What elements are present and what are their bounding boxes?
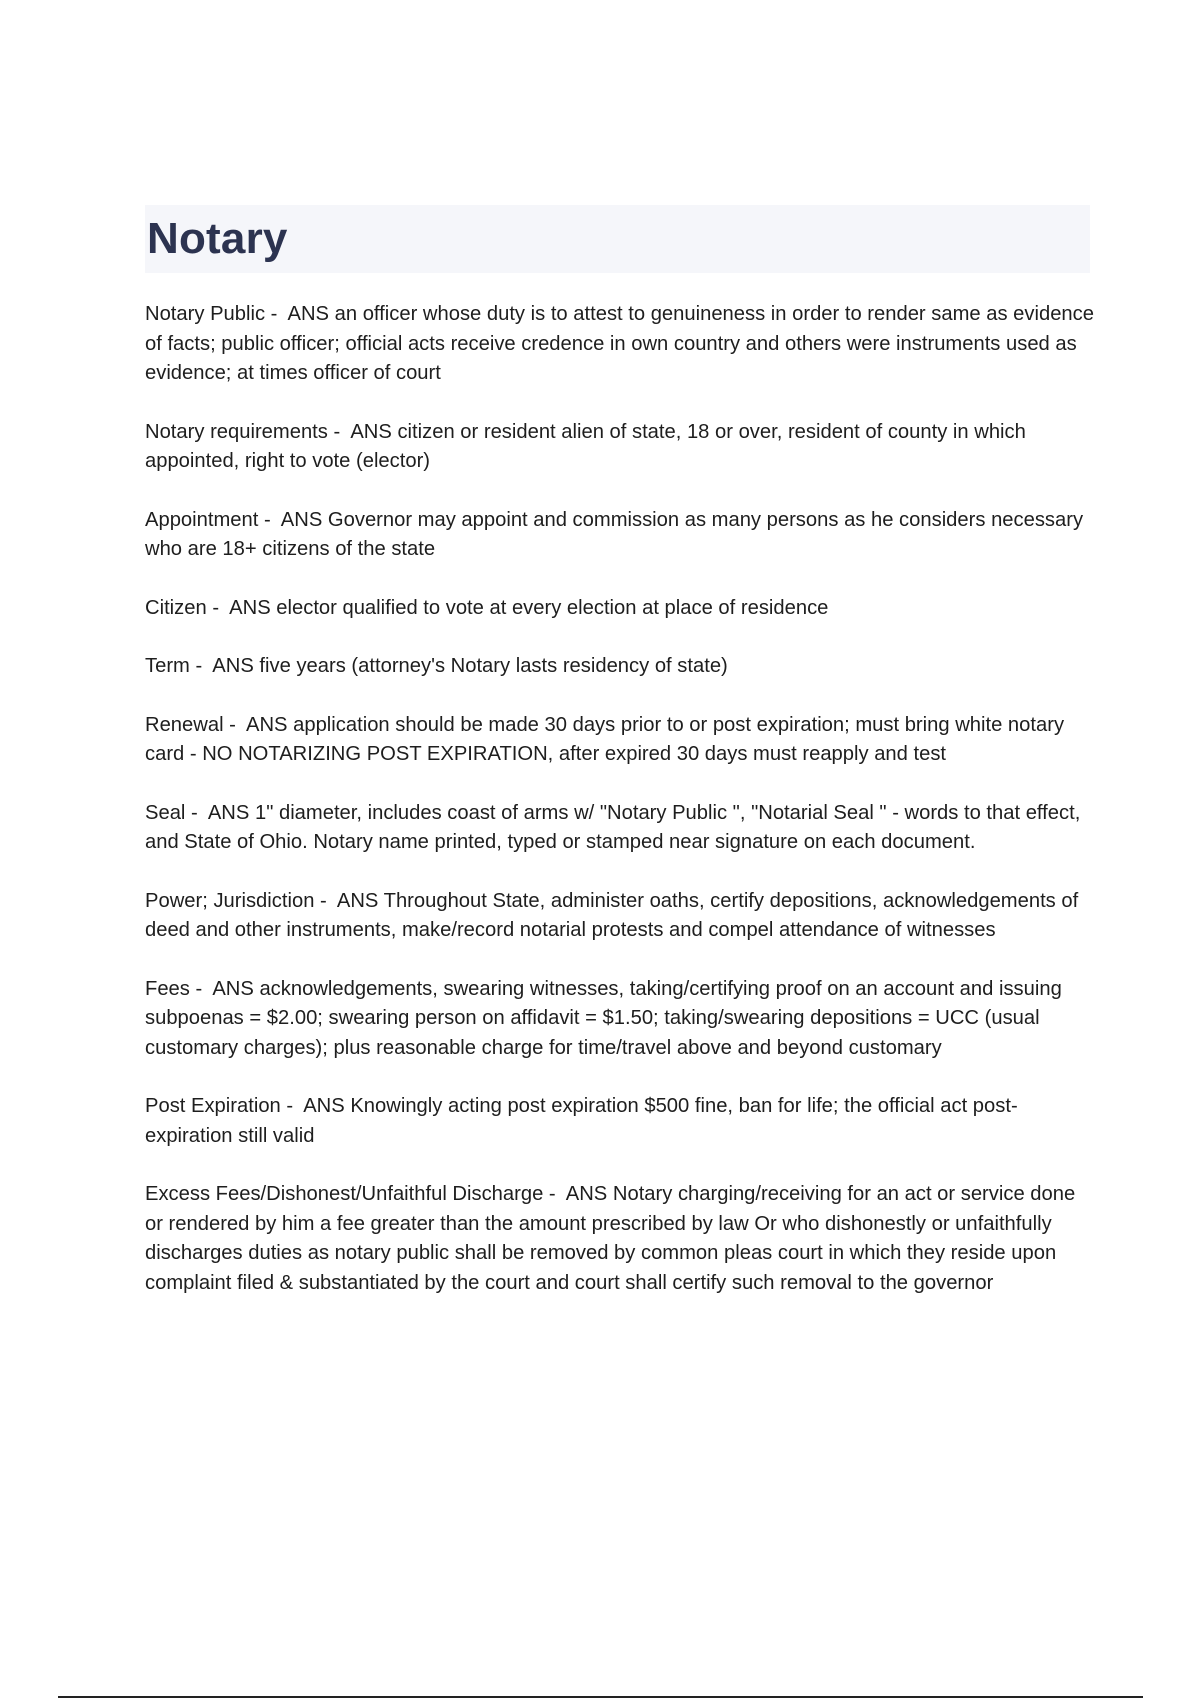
entry-definition: elector qualified to vote at every election at place of residence bbox=[270, 596, 829, 619]
answer-marker: ANS bbox=[246, 713, 288, 736]
entry-definition: Knowingly acting post expiration $500 fine, ban for life; the official act post-expiration still valid bbox=[145, 1095, 1018, 1147]
answer-marker: ANS bbox=[565, 1183, 608, 1205]
entry-appointment bbox=[145, 506, 1095, 565]
entry-separator: - bbox=[189, 655, 213, 677]
entry-term: Excess Fees/Dishonest/Unfaithful Discharge bbox=[145, 1183, 544, 1205]
entry-separator: - bbox=[280, 1095, 304, 1117]
entry-term: Fees bbox=[145, 977, 190, 1000]
entry-notary-public bbox=[145, 300, 1100, 389]
entry-separator: - bbox=[258, 508, 281, 531]
entry-separator: - bbox=[206, 596, 230, 619]
entry-definition: five years (attorney's Notary lasts residency of state) bbox=[253, 655, 728, 677]
entry-separator: - bbox=[185, 801, 208, 824]
entry-definition: 1" diameter, includes coast of arms w/ "Notary Public ", "Notarial Seal " - words to that effect, and State of Ohio. Notary name printed, typed or stamped near signature on each document. bbox=[145, 801, 1086, 853]
entry-notary-requirements bbox=[145, 418, 1095, 477]
entry-term: Appointment bbox=[145, 508, 259, 531]
entry-separator: - bbox=[327, 420, 351, 443]
entry-term: Power; Jurisdiction bbox=[145, 889, 315, 912]
title-band bbox=[145, 205, 1090, 273]
answer-marker: ANS bbox=[350, 420, 392, 443]
entry-term-length bbox=[145, 652, 1095, 682]
entry-excess-fees bbox=[145, 1180, 1095, 1298]
entry-power-jurisdiction bbox=[145, 887, 1095, 946]
entry-separator: - bbox=[265, 303, 288, 325]
answer-marker: ANS bbox=[336, 889, 379, 912]
entry-seal bbox=[145, 799, 1095, 858]
entry-term: Post Expiration bbox=[145, 1095, 281, 1117]
entry-term: Term bbox=[145, 655, 190, 677]
answer-marker: ANS bbox=[303, 1095, 345, 1117]
entry-definition: citizen or resident alien of state, 18 or over, resident of county in which appointed, right to vote (elector) bbox=[145, 420, 1032, 472]
entry-term: Seal bbox=[145, 801, 186, 824]
page-title: Notary bbox=[147, 214, 288, 263]
answer-marker: ANS bbox=[287, 303, 330, 325]
entry-separator: - bbox=[189, 977, 213, 1000]
entry-definition: acknowledgements, swearing witnesses, taking/certifying proof on an account and issuing subpoenas = $2.00; swearing person on affidavit = $1.50; taking/swearing depositions = UCC (usual customary charges); plus reasonable charge for time/travel above and beyond customary bbox=[145, 977, 1068, 1059]
answer-marker: ANS bbox=[229, 596, 271, 619]
entry-term: Notary Public bbox=[145, 303, 266, 325]
entry-term: Notary requirements bbox=[145, 420, 328, 443]
entry-definition: application should be made 30 days prior to or post expiration; must bring white notary card - NO NOTARIZING POST EXPIRATION, after expired 30 days must reapply and test bbox=[145, 713, 1070, 765]
entry-separator: - bbox=[223, 713, 246, 736]
entry-separator: - bbox=[543, 1183, 566, 1205]
entry-definition: an officer whose duty is to attest to genuineness in order to render same as evidence of facts; public officer; official acts receive credence in own country and others were instruments used as evidence; at times officer of court bbox=[145, 303, 1100, 384]
entry-renewal bbox=[145, 711, 1095, 770]
entry-list bbox=[145, 300, 1100, 1327]
entry-post-expiration bbox=[145, 1092, 1095, 1151]
answer-marker: ANS bbox=[207, 801, 250, 824]
entry-term: Renewal bbox=[145, 713, 224, 736]
entry-definition: Governor may appoint and commission as many persons as he considers necessary who are 18+ citizens of the state bbox=[145, 508, 1089, 560]
entry-separator: - bbox=[314, 889, 337, 912]
entry-definition: Throughout State, administer oaths, certify depositions, acknowledgements of deed and other instruments, make/record notarial protests and compel attendance of witnesses bbox=[145, 889, 1084, 941]
entry-term: Citizen bbox=[145, 596, 207, 619]
entry-citizen bbox=[145, 594, 1095, 624]
answer-marker: ANS bbox=[280, 508, 323, 531]
page-bottom-rule bbox=[58, 1696, 1143, 1698]
answer-marker: ANS bbox=[212, 977, 254, 1000]
entry-definition: Notary charging/receiving for an act or service done or rendered by him a fee greater than the amount prescribed by law Or who dishonestly or unfaithfully discharges duties as notary public shall be removed by common pleas court in which they reside upon complaint filed & substantiated by the court and court shall certify such removal to the governor bbox=[145, 1183, 1081, 1294]
answer-marker: ANS bbox=[212, 655, 254, 677]
entry-fees bbox=[145, 975, 1095, 1064]
